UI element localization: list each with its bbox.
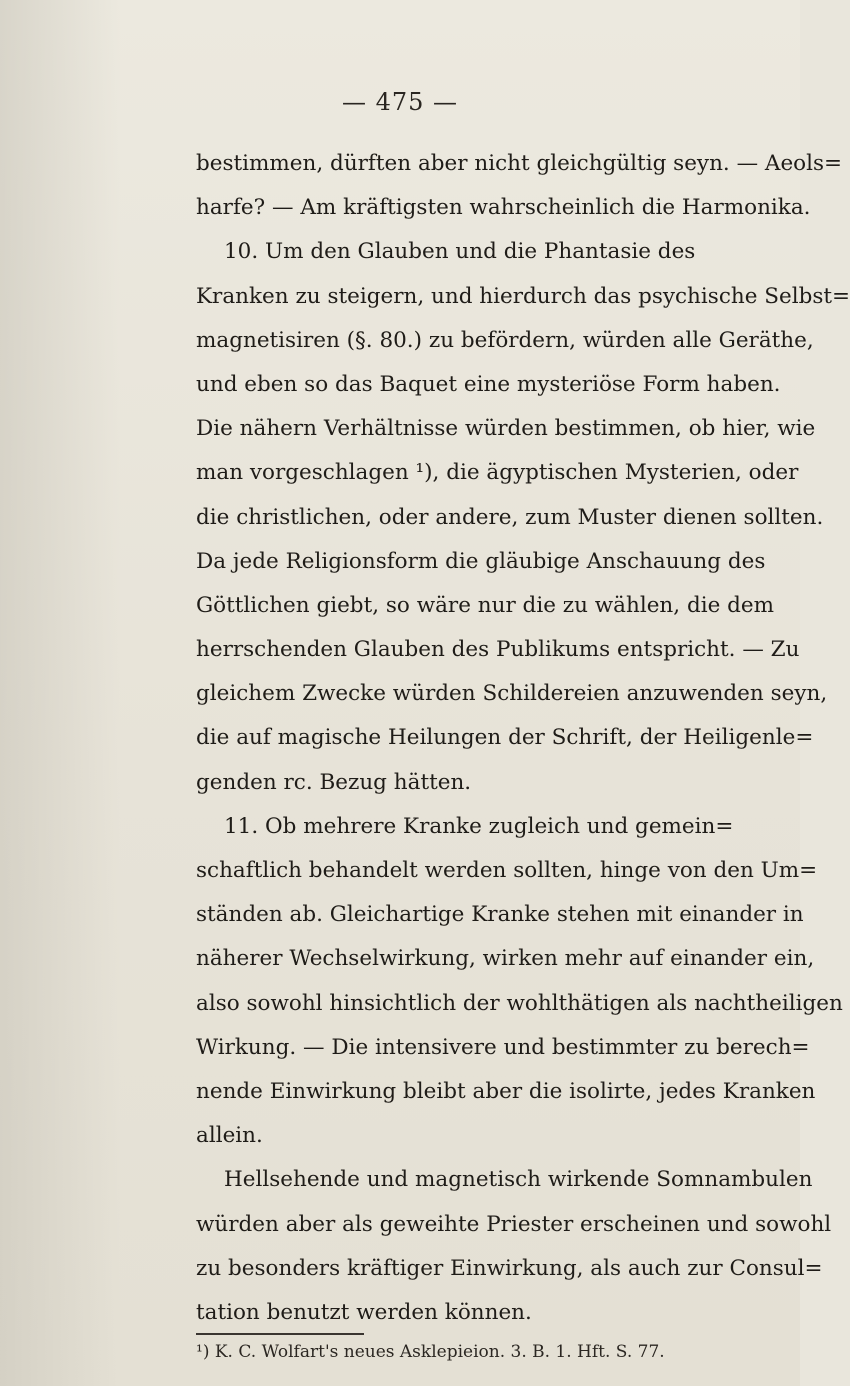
body-text xyxy=(196,142,850,1335)
text-line: Göttlichen giebt, so wäre nur die zu wählen, die dem xyxy=(196,592,775,618)
text-line: die auf magische Heilungen der Schrift, der Heiligenle= xyxy=(196,725,814,751)
text-line: näherer Wechselwirkung, wirken mehr auf einander ein, xyxy=(196,946,815,972)
text-line: schaftlich behandelt werden sollten, hinge von den Um= xyxy=(196,858,818,883)
text-line: man vorgeschlagen ¹), die ägyptischen Mysterien, oder xyxy=(196,460,799,486)
text-line: und eben so das Baquet eine mysteriöse Form haben. xyxy=(196,371,781,397)
paragraph-11-start: 11. Ob mehrere Kranke zugleich und gemein= xyxy=(224,813,734,839)
text-line: Kranken zu steigern, und hierdurch das psychische Selbst= xyxy=(196,283,850,309)
text-line: bestimmen, dürften aber nicht gleichgültig seyn. — Aeols= xyxy=(196,151,843,176)
footnote-divider xyxy=(196,1333,364,1335)
text-line: harfe? — Am kräftigsten wahrscheinlich die Harmonika. xyxy=(196,195,811,221)
text-line: Wirkung. — Die intensivere und bestimmter zu berech= xyxy=(196,1034,810,1060)
page-edge-shadow xyxy=(0,0,120,1386)
text-line: die christlichen, oder andere, zum Muster dienen sollten. xyxy=(196,504,824,530)
footnote: ¹) K. C. Wolfart's neues Asklepieion. 3. B. 1. Hft. S. 77. xyxy=(196,1342,665,1362)
text-line: Die nähern Verhältnisse würden bestimmen, ob hier, wie xyxy=(196,416,816,442)
text-line: ständen ab. Gleichartige Kranke stehen mit einander in xyxy=(196,902,804,928)
text-line: tation benutzt werden können. xyxy=(196,1299,532,1325)
text-line: nende Einwirkung bleibt aber die isolirte, jedes Kranken xyxy=(196,1078,816,1104)
text-line: gleichem Zwecke würden Schildereien anzuwenden seyn, xyxy=(196,681,828,707)
text-line: magnetisiren (§. 80.) zu befördern, würden alle Geräthe, xyxy=(196,327,814,353)
page-number: — 475 — xyxy=(341,88,459,116)
text-line: also sowohl hinsichtlich der wohlthätigen als nachtheiligen xyxy=(196,990,843,1016)
text-line: herrschenden Glauben des Publikums entspricht. — Zu xyxy=(196,637,800,663)
text-line: würden aber als geweihte Priester erscheinen und sowohl xyxy=(196,1211,832,1237)
text-line: allein. xyxy=(196,1123,263,1149)
text-line: zu besonders kräftiger Einwirkung, als auch zur Consul= xyxy=(196,1255,823,1281)
text-line: Da jede Religionsform die gläubige Anschauung des xyxy=(196,548,766,574)
paragraph-10-start: 10. Um den Glauben und die Phantasie des xyxy=(224,239,696,265)
text-line: genden rc. Bezug hätten. xyxy=(196,769,472,795)
paragraph-start: Hellsehende und magnetisch wirkende Somnambulen xyxy=(224,1167,813,1193)
